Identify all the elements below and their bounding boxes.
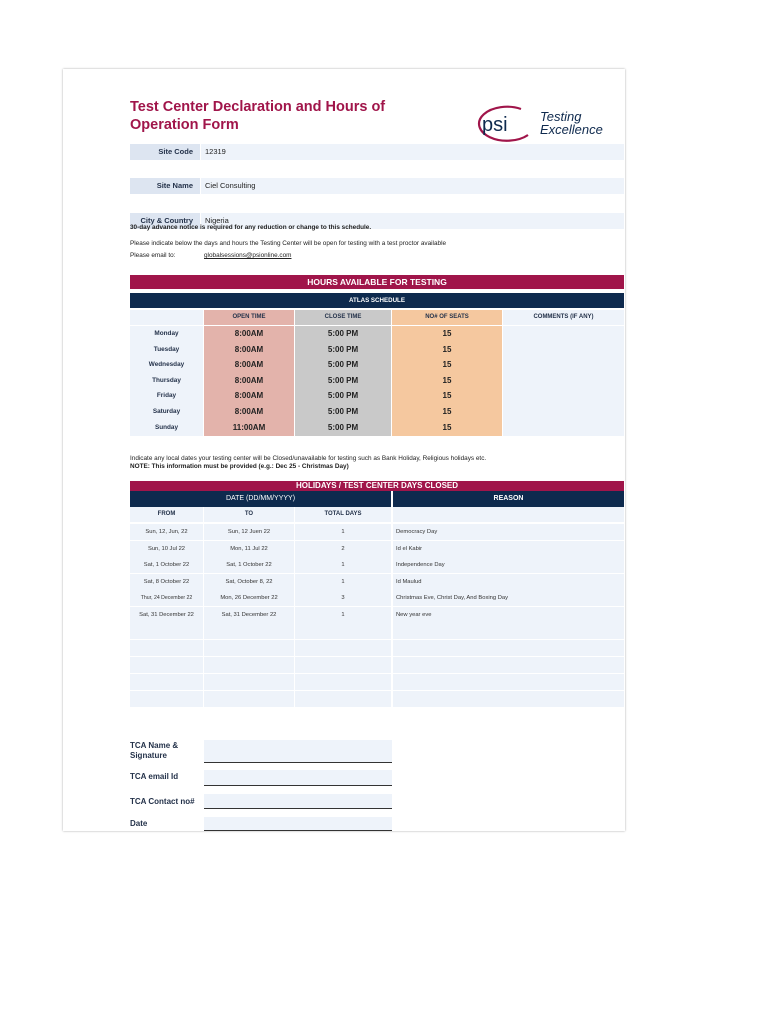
site-info-table — [130, 144, 624, 229]
table-row: Sat, 8 October 22 Sat, October 8, 22 1 Id Maulud — [130, 574, 624, 590]
hours-table — [130, 310, 624, 438]
header-seats: NO# OF SEATS — [392, 310, 502, 325]
empty-cell[interactable] — [295, 657, 391, 673]
empty-cell[interactable] — [295, 691, 391, 707]
table-row: Sun, 10 Jul 22 Mon, 11 Jul 22 2 Id el Kabir — [130, 541, 624, 557]
empty-cell[interactable] — [130, 674, 203, 690]
empty-cell[interactable] — [130, 623, 203, 639]
empty-cell[interactable] — [295, 640, 391, 656]
date-label: Date — [130, 819, 148, 828]
date-field[interactable] — [204, 817, 392, 831]
holidays-title-bar: HOLIDAYS / TEST CENTER DAYS CLOSED — [130, 481, 624, 491]
table-row: Thur, 24 December 22 Mon, 26 December 22 3 Christmas Eve, Christ Day, And Boxing Day — [130, 590, 624, 606]
empty-cell[interactable] — [130, 640, 203, 656]
empty-cell[interactable] — [295, 623, 391, 639]
table-row: Sat, 31 December 22 Sat, 31 December 22 1 New year eve — [130, 607, 624, 623]
psi-logo — [473, 103, 623, 145]
header-total-days: TOTAL DAYS — [295, 507, 391, 522]
holiday-intro: Indicate any local dates your testing center will be Closed/unavailable for testing such as Bank Holiday, Religious holidays etc. — [130, 455, 487, 462]
svg-text:psi: psi — [482, 114, 508, 136]
tca-name-field[interactable] — [204, 740, 392, 763]
empty-cell[interactable] — [204, 674, 294, 690]
table-row: Sunday 11:00AM 5:00 PM 15 — [130, 420, 624, 436]
tca-email-label: TCA email Id — [130, 772, 179, 781]
empty-cell[interactable] — [393, 691, 624, 707]
empty-cell[interactable] — [130, 691, 203, 707]
empty-cell[interactable] — [204, 640, 294, 656]
atlas-schedule-bar: ATLAS SCHEDULE — [130, 293, 624, 308]
empty-cell[interactable] — [393, 640, 624, 656]
empty-cell[interactable] — [393, 623, 624, 639]
empty-cell[interactable] — [393, 657, 624, 673]
tca-name-label: TCA Name & Signature — [130, 741, 179, 760]
empty-cell[interactable] — [204, 657, 294, 673]
empty-cell[interactable] — [130, 657, 203, 673]
email-link[interactable]: globalsessions@psionline.com — [204, 252, 292, 259]
table-row: Monday 8:00AM 5:00 PM 15 — [130, 326, 624, 342]
hours-header-blank — [130, 310, 203, 325]
date-header: DATE (DD/MM/YYYY) — [130, 491, 391, 507]
empty-cell[interactable] — [295, 674, 391, 690]
empty-cell[interactable] — [204, 691, 294, 707]
empty-row — [130, 640, 624, 656]
site-code-row: Site Code 12319 — [130, 144, 624, 160]
table-row: Wednesday 8:00AM 5:00 PM 15 — [130, 357, 624, 373]
empty-row — [130, 623, 624, 639]
header-open-time: OPEN TIME — [204, 310, 294, 325]
table-row: Friday 8:00AM 5:00 PM 15 — [130, 388, 624, 404]
table-row: Sun, 12, Jun, 22 Sun, 12 Juen 22 1 Democracy Day — [130, 524, 624, 540]
empty-row — [130, 674, 624, 690]
indicate-note: Please indicate below the days and hours the Testing Center will be open for testing with a test proctor available — [130, 240, 447, 247]
city-country-row: City & Country Nigeria — [130, 213, 624, 229]
holidays-table — [130, 507, 624, 712]
empty-cell[interactable] — [204, 623, 294, 639]
tca-email-field[interactable] — [204, 770, 392, 786]
table-row: Thursday 8:00AM 5:00 PM 15 — [130, 373, 624, 389]
form-page — [63, 69, 625, 831]
empty-row — [130, 691, 624, 707]
header-reason-blank — [393, 507, 624, 522]
header-from: FROM — [130, 507, 203, 522]
empty-cell[interactable] — [393, 674, 624, 690]
page-title: Test Center Declaration and Hours of Operation Form — [130, 99, 386, 133]
tca-contact-field[interactable] — [204, 794, 392, 809]
empty-row — [130, 657, 624, 673]
advance-notice: 30-day advance notice is required for any reduction or change to this schedule. — [130, 224, 372, 231]
table-row: Sat, 1 October 22 Sat, 1 October 22 1 Independence Day — [130, 557, 624, 573]
header-to: TO — [204, 507, 294, 522]
header-comments: COMMENTS (IF ANY) — [503, 310, 624, 325]
header-close-time: CLOSE TIME — [295, 310, 391, 325]
table-row: Saturday 8:00AM 5:00 PM 15 — [130, 404, 624, 420]
table-row: Tuesday 8:00AM 5:00 PM 15 — [130, 342, 624, 358]
reason-header: REASON — [393, 491, 624, 507]
hours-title-bar: HOURS AVAILABLE FOR TESTING — [130, 275, 624, 289]
site-name-row: Site Name Ciel Consulting — [130, 178, 624, 194]
tca-contact-label: TCA Contact no# — [130, 797, 195, 806]
holiday-note: NOTE: This information must be provided (e.g.: Dec 25 - Christmas Day) — [130, 463, 349, 470]
psi-logo-mark-icon — [473, 103, 537, 145]
email-label: Please email to: — [130, 252, 176, 259]
logo-tagline: Testing Excellence — [540, 109, 603, 137]
